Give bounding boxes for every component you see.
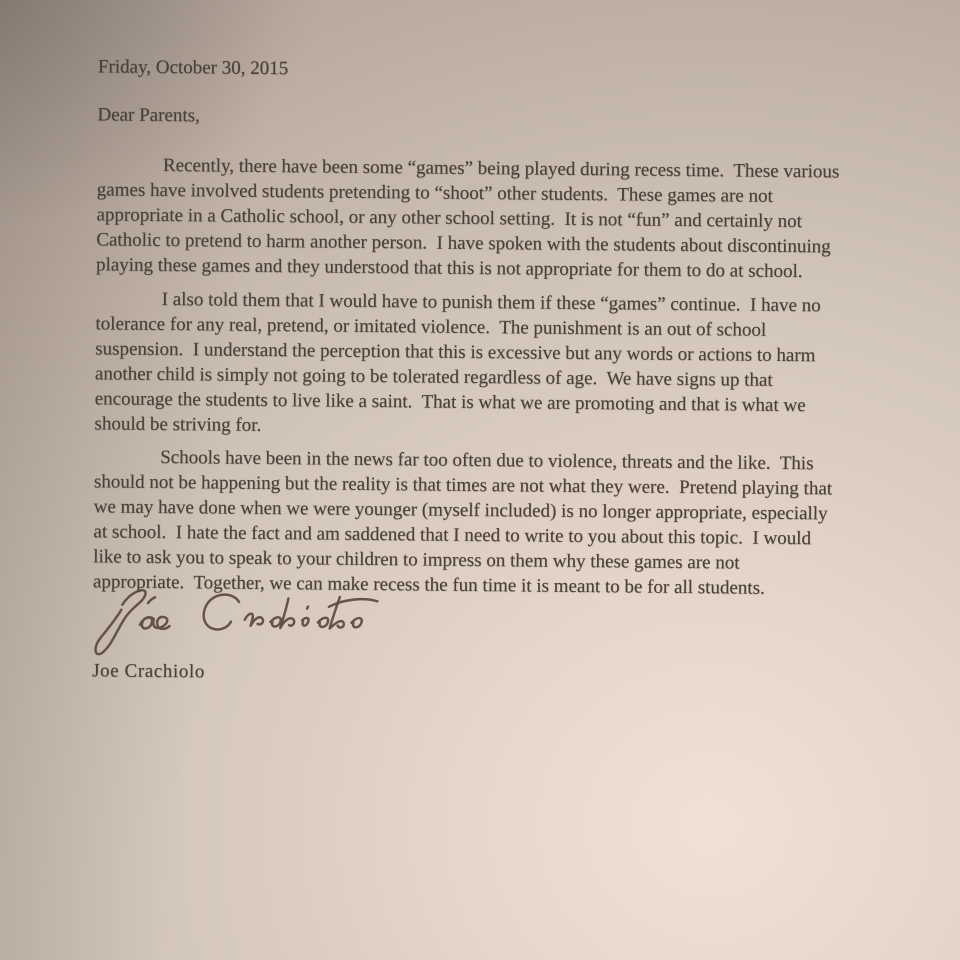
paragraph-line: another child is simply not going to be tolerated regardless of age. We have signs up that xyxy=(94,363,773,391)
letter-date: Friday, October 30, 2015 xyxy=(97,56,289,80)
paragraph-line: should be striving for. xyxy=(94,413,262,436)
typed-signature-name: Joe Crachiolo xyxy=(92,660,206,683)
paragraph-line: suspension. I understand the perception that this is excessive but any words or actions to harm xyxy=(95,338,816,367)
paragraph-line: encourage the students to live like a saint. That is what we are promoting and that is what we xyxy=(94,388,806,417)
signature-stroke xyxy=(245,598,295,628)
paragraph-line: playing these games and they understood that this is not appropriate for them to do at school. xyxy=(95,254,803,283)
paragraph-line: appropriate in a Catholic school, or any other school setting. It is not “fun” and certainly not xyxy=(96,204,803,233)
paragraph-line: appropriate. Together, we can make recess the fun time it is meant to be for all students. xyxy=(92,571,765,599)
signature-stroke xyxy=(204,594,239,629)
signature-stroke xyxy=(302,597,362,629)
paragraph-line: Recently, there have been some “games” being played during recess time. These various xyxy=(162,154,840,183)
paragraph-line: Schools have been in the news far too often due to violence, threats and the like. This xyxy=(160,446,814,475)
paragraph-line: we may have done when we were younger (myself included) is no longer appropriate, especially xyxy=(93,496,828,525)
paragraph-line: tolerance for any real, pretend, or imitated violence. The punishment is an out of school xyxy=(95,313,767,341)
signature-stroke xyxy=(148,597,155,603)
letter-salutation: Dear Parents, xyxy=(97,104,200,127)
signature-stroke xyxy=(95,590,145,655)
paragraph-line: games have involved students pretending to “shoot” other students. These games are not xyxy=(96,179,773,207)
paragraph-line: like to ask you to speak to your children to impress on them why these games are not xyxy=(93,546,740,574)
paragraph-2 xyxy=(94,286,887,444)
paragraph-line: at school. I hate the fact and am saddened that I need to write to you about this topic. I would xyxy=(93,521,812,550)
paragraph-3 xyxy=(93,444,886,602)
signature-stroke xyxy=(140,617,170,629)
paragraph-line: I also told them that I would have to punish them if these “games” continue. I have no xyxy=(161,288,821,317)
paragraph-1 xyxy=(96,152,889,285)
paragraph-line: should not be happening but the reality is that times are not what they were. Pretend playing that xyxy=(93,471,833,500)
handwritten-signature-icon xyxy=(88,580,425,667)
paragraph-line: Catholic to pretend to harm another person. I have spoken with the students about discontinuing xyxy=(96,229,831,258)
